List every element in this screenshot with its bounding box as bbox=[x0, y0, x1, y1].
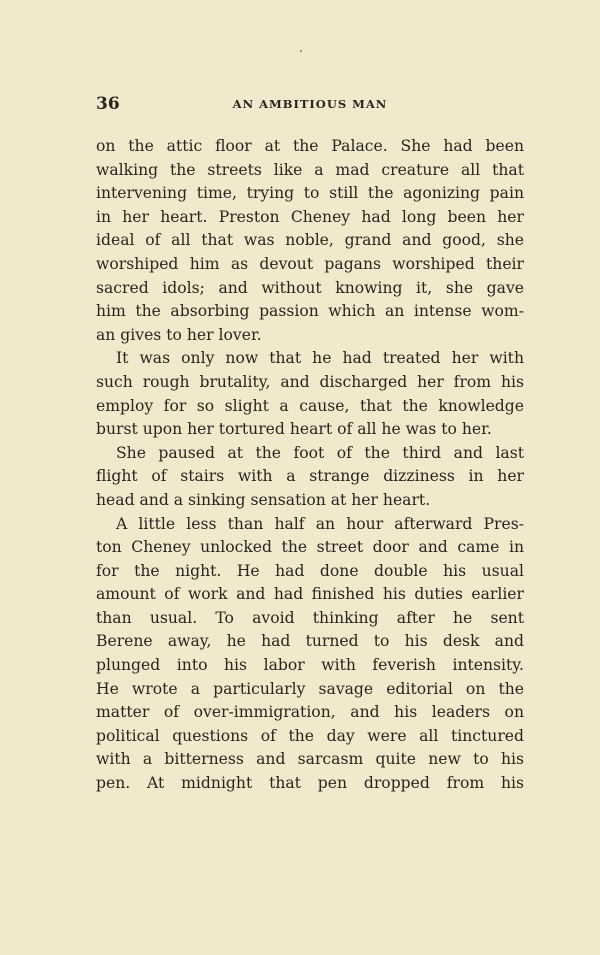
text-line: him the absorbing passion which an intense wom- bbox=[96, 302, 524, 321]
paragraph bbox=[96, 347, 524, 441]
text-line: Berene away, he had turned to his desk and bbox=[96, 632, 524, 651]
text-line: amount of work and had finished his duties earlier bbox=[96, 585, 524, 604]
text-line: pen. At midnight that pen dropped from his bbox=[96, 774, 524, 793]
text-line: on the attic floor at the Palace. She had been bbox=[96, 137, 524, 155]
text-line: It was only now that he had treated her with bbox=[116, 349, 524, 368]
text-line: than usual. To avoid thinking after he sent bbox=[96, 608, 524, 627]
text-line: for the night. He had done double his usual bbox=[96, 561, 524, 580]
text-line: matter of over-immigration, and his leaders on bbox=[96, 703, 524, 722]
page-header bbox=[96, 94, 524, 116]
text-line: an gives to her lover. bbox=[96, 325, 262, 344]
paragraph bbox=[96, 135, 524, 347]
text-line: A little less than half an hour afterward Pres- bbox=[116, 514, 524, 533]
page-number: 36 bbox=[96, 94, 120, 114]
paragraph bbox=[96, 442, 524, 513]
text-line: She paused at the foot of the third and last bbox=[116, 443, 524, 462]
text-line: head and a sinking sensation at her heart. bbox=[96, 490, 431, 509]
running-title: AN AMBITIOUS MAN bbox=[232, 97, 388, 111]
text-line: walking the streets like a mad creature all that bbox=[96, 160, 524, 179]
paper-speck bbox=[300, 50, 302, 52]
text-line: plunged into his labor with feverish intensity. bbox=[96, 656, 524, 675]
text-line: burst upon her tortured heart of all he was to her. bbox=[96, 420, 492, 439]
text-line: He wrote a particularly savage editorial on the bbox=[96, 679, 524, 698]
text-line: with a bitterness and sarcasm quite new to his bbox=[96, 750, 524, 769]
page-body bbox=[96, 135, 524, 796]
text-line: employ for so slight a cause, that the knowledge bbox=[96, 396, 524, 415]
text-line: in her heart. Preston Cheney had long been her bbox=[96, 207, 524, 226]
text-line: ton Cheney unlocked the street door and came in bbox=[96, 538, 524, 557]
text-line: worshiped him as devout pagans worshiped their bbox=[96, 254, 524, 273]
text-line: sacred idols; and without knowing it, she gave bbox=[96, 278, 524, 297]
text-line: such rough brutality, and discharged her from his bbox=[96, 372, 524, 391]
text-line: ideal of all that was noble, grand and good, she bbox=[96, 231, 524, 250]
text-line: political questions of the day were all tinctured bbox=[96, 726, 524, 745]
text-line: intervening time, trying to still the agonizing pain bbox=[96, 184, 524, 203]
text-line: flight of stairs with a strange dizziness in her bbox=[96, 467, 524, 486]
paragraph bbox=[96, 513, 524, 796]
